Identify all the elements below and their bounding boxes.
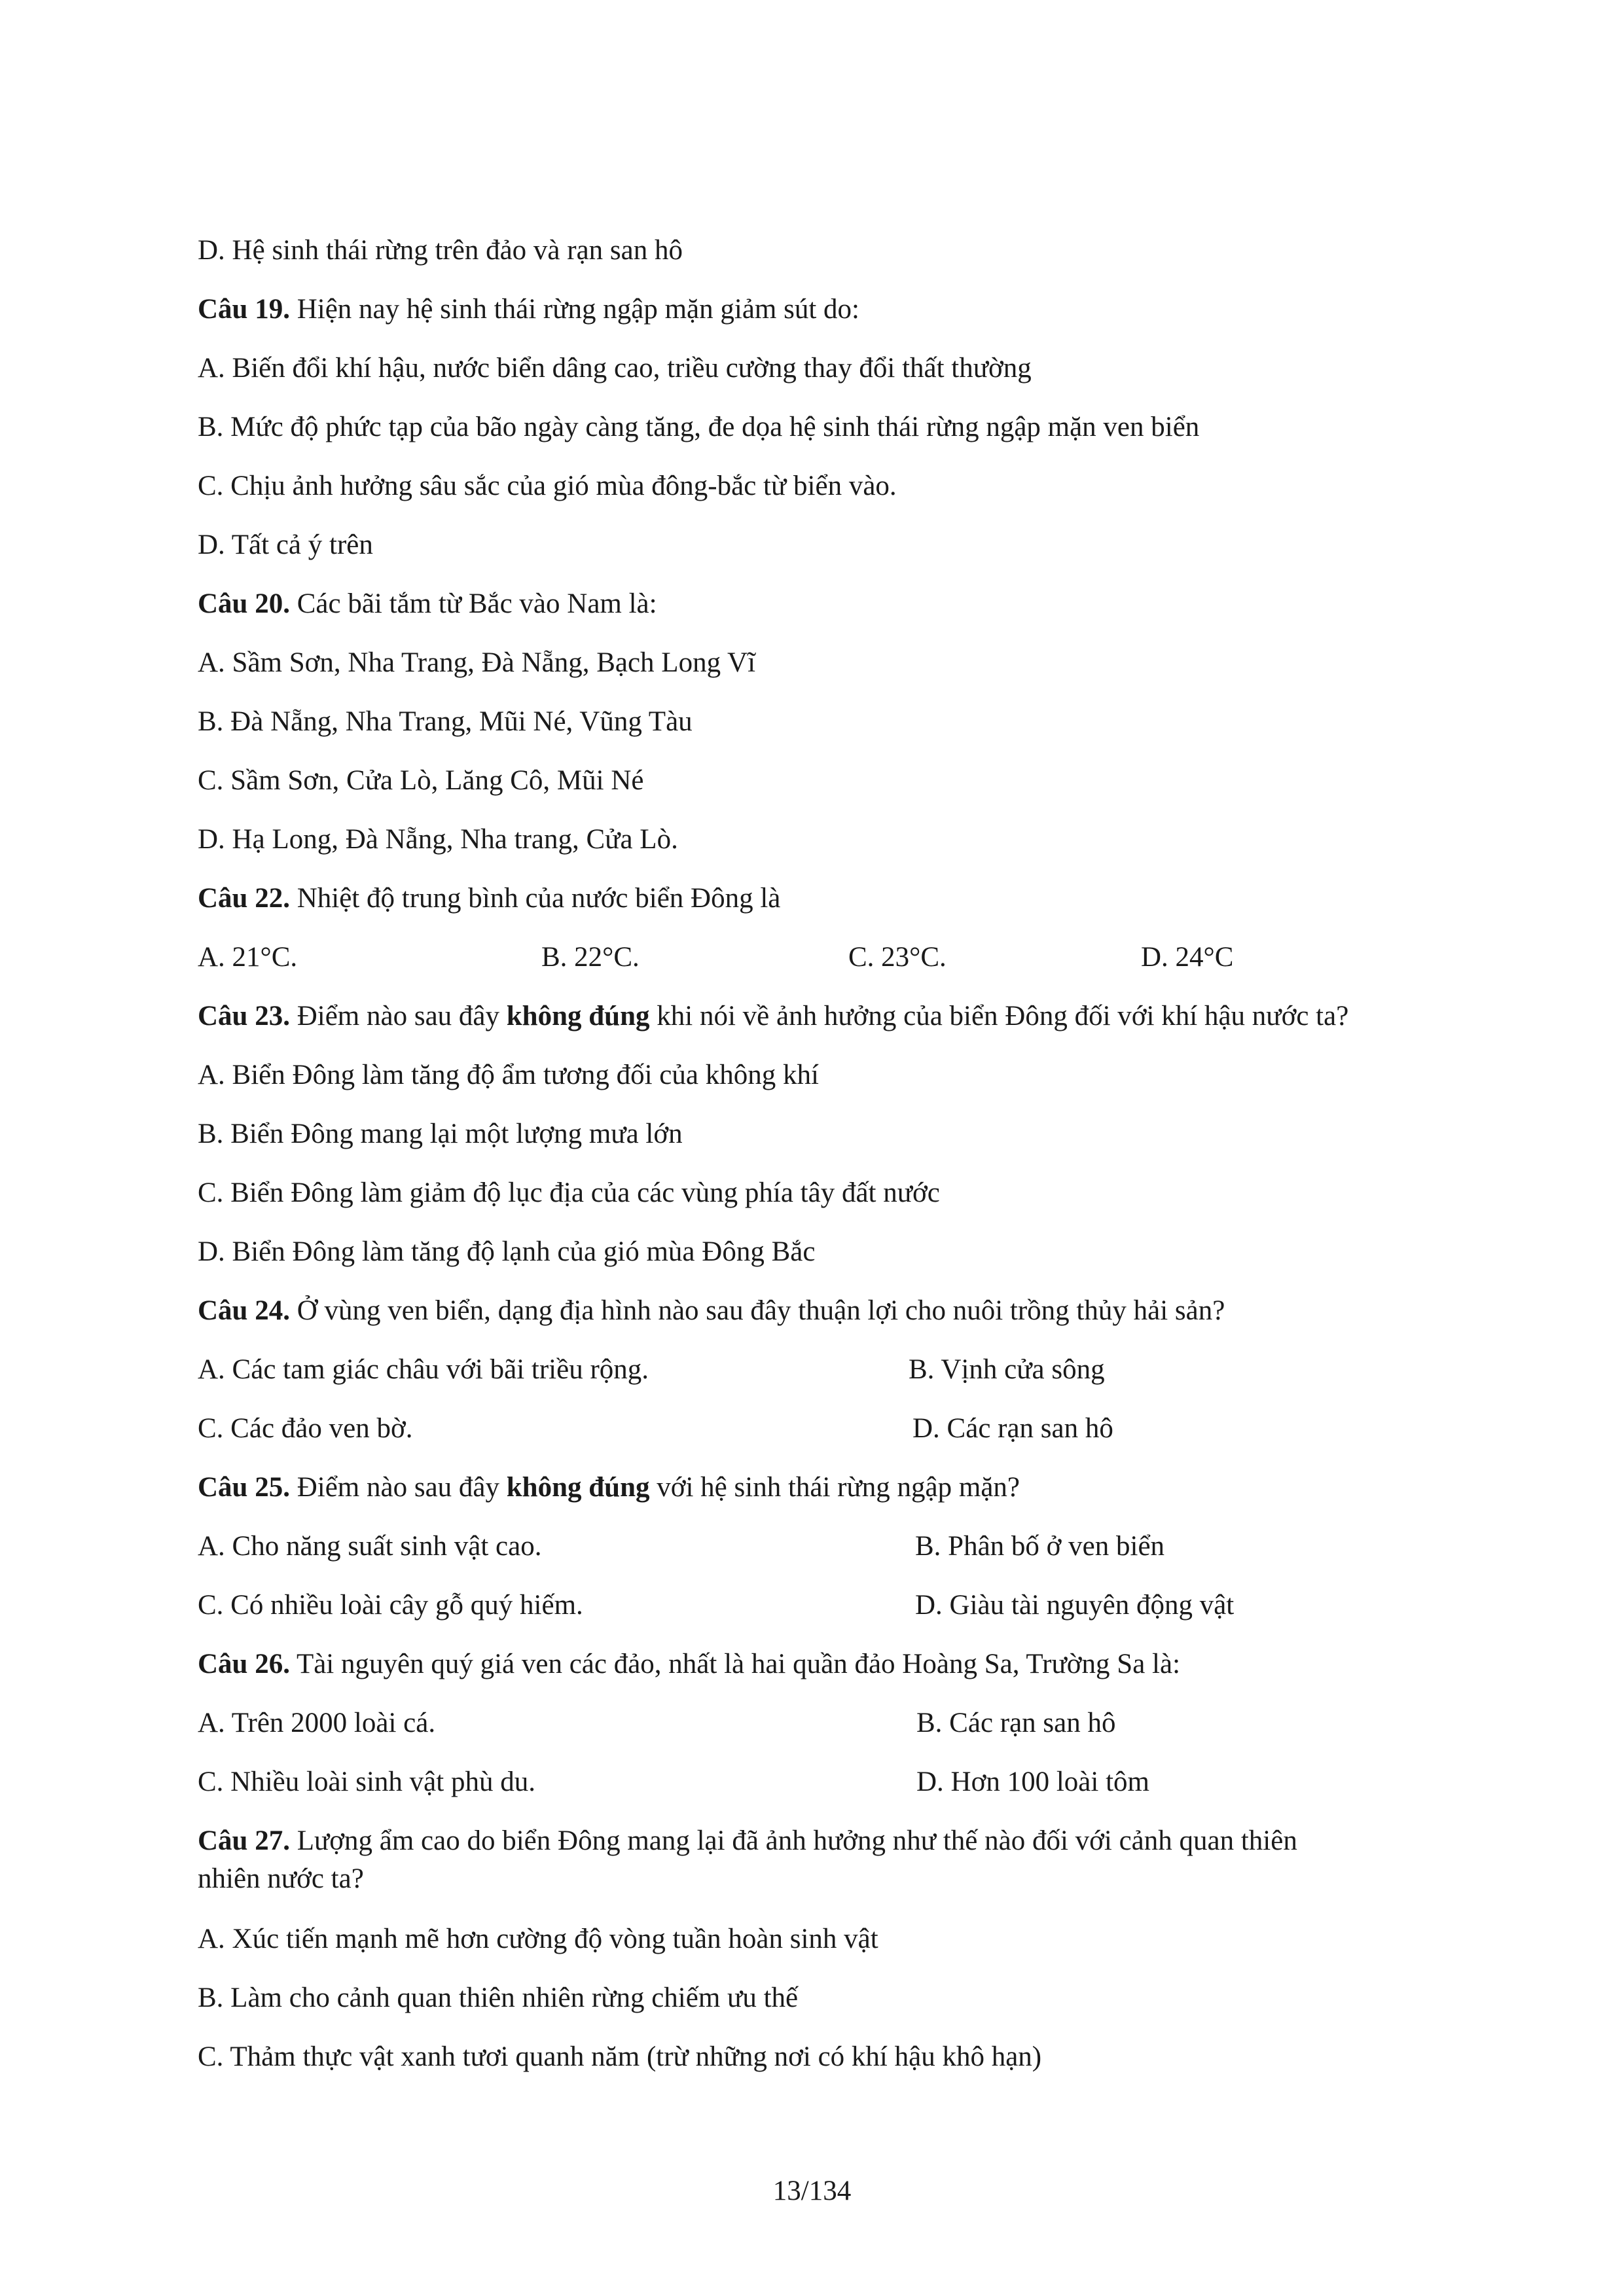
option-line: A. Xúc tiến mạnh mẽ hơn cường độ vòng tuần hoàn sinh vật (198, 1924, 878, 1954)
option-line: B. Mức độ phức tạp của bão ngày càng tăng, đe dọa hệ sinh thái rừng ngập mặn ven biển (198, 412, 1200, 442)
emphasis-text: không đúng (506, 1001, 650, 1031)
option-line: D. Biển Đông làm tăng độ lạnh của gió mùa Đông Bắc (198, 1236, 816, 1267)
option-line: C. Sầm Sơn, Cửa Lò, Lăng Cô, Mũi Né (198, 765, 644, 796)
option-a: A. Trên 2000 loài cá. (198, 1708, 436, 1738)
question-number: Câu 22. (198, 883, 290, 914)
option-line: B. Làm cho cảnh quan thiên nhiên rừng chiếm ưu thế (198, 1982, 799, 2013)
question-27 (198, 1823, 1297, 1859)
question-text: khi nói về ảnh hưởng của biển Đông đối với khí hậu nước ta? (649, 1001, 1349, 1031)
option-a: A. Các tam giác châu với bãi triều rộng. (198, 1354, 649, 1385)
option-line: A. Biến đổi khí hậu, nước biển dâng cao, triều cường thay đổi thất thường (198, 353, 1032, 384)
question-text: Điểm nào sau đây (289, 1472, 507, 1503)
option-line: A. Sầm Sơn, Nha Trang, Đà Nẵng, Bạch Long Vĩ (198, 647, 756, 678)
question-number: Câu 23. (198, 1001, 290, 1031)
option-line: A. Biển Đông làm tăng độ ẩm tương đối của không khí (198, 1060, 819, 1090)
option-line: C. Thảm thực vật xanh tươi quanh năm (trừ những nơi có khí hậu khô hạn) (198, 2041, 1042, 2072)
question-text: Lượng ẩm cao do biển Đông mang lại đã ảnh hưởng như thế nào đối với cảnh quan thiên (289, 1825, 1297, 1856)
option-b: B. 22°C. (541, 942, 640, 973)
question-text: Nhiệt độ trung bình của nước biển Đông là (289, 883, 781, 914)
option-line: C. Chịu ảnh hưởng sâu sắc của gió mùa đông-bắc từ biển vào. (198, 471, 897, 501)
question-text-continued: nhiên nước ta? (198, 1863, 364, 1894)
question-23 (198, 998, 1348, 1035)
option-line: B. Đà Nẵng, Nha Trang, Mũi Né, Vũng Tàu (198, 706, 693, 737)
option-a: A. 21°C. (198, 942, 298, 973)
question-text: với hệ sinh thái rừng ngập mặn? (649, 1472, 1020, 1503)
emphasis-text: không đúng (506, 1472, 650, 1503)
question-text: Điểm nào sau đây (289, 1001, 507, 1031)
option-b: B. Các rạn san hô (916, 1708, 1116, 1738)
option-line: D. Tất cả ý trên (198, 529, 373, 560)
question-19 (198, 291, 859, 328)
question-22 (198, 880, 780, 917)
question-text: Các bãi tắm từ Bắc vào Nam là: (289, 588, 657, 619)
option-c: C. Nhiều loài sinh vật phù du. (198, 1767, 535, 1797)
question-25 (198, 1469, 1020, 1506)
option-a: A. Cho năng suất sinh vật cao. (198, 1531, 542, 1562)
page-number: 13/134 (772, 2176, 852, 2206)
question-number: Câu 20. (198, 588, 290, 619)
option-line: D. Hệ sinh thái rừng trên đảo và rạn san hô (198, 235, 683, 266)
question-number: Câu 24. (198, 1295, 290, 1326)
question-text: Hiện nay hệ sinh thái rừng ngập mặn giảm sút do: (289, 294, 859, 325)
question-number: Câu 19. (198, 294, 290, 325)
option-c: C. 23°C. (848, 942, 947, 973)
option-line: D. Hạ Long, Đà Nẵng, Nha trang, Cửa Lò. (198, 824, 678, 855)
option-c: C. Các đảo ven bờ. (198, 1413, 413, 1444)
option-d: D. 24°C (1141, 942, 1234, 973)
option-b: B. Phân bố ở ven biển (915, 1531, 1165, 1562)
option-d: D. Các rạn san hô (912, 1413, 1113, 1444)
question-26 (198, 1646, 1180, 1683)
option-line: C. Biển Đông làm giảm độ lục địa của các vùng phía tây đất nước (198, 1177, 940, 1208)
question-text: Tài nguyên quý giá ven các đảo, nhất là hai quần đảo Hoàng Sa, Trường Sa là: (289, 1649, 1181, 1679)
question-number: Câu 26. (198, 1649, 290, 1679)
question-text: Ở vùng ven biển, dạng địa hình nào sau đây thuận lợi cho nuôi trồng thủy hải sản? (289, 1295, 1225, 1326)
option-c: C. Có nhiều loài cây gỗ quý hiếm. (198, 1590, 583, 1621)
option-b: B. Vịnh cửa sông (909, 1354, 1105, 1385)
option-d: D. Hơn 100 loài tôm (916, 1767, 1149, 1797)
option-line: B. Biển Đông mang lại một lượng mưa lớn (198, 1119, 683, 1149)
question-20 (198, 586, 657, 622)
question-number: Câu 25. (198, 1472, 290, 1503)
question-24 (198, 1293, 1225, 1329)
question-number: Câu 27. (198, 1825, 290, 1856)
option-d: D. Giàu tài nguyên động vật (915, 1590, 1235, 1621)
